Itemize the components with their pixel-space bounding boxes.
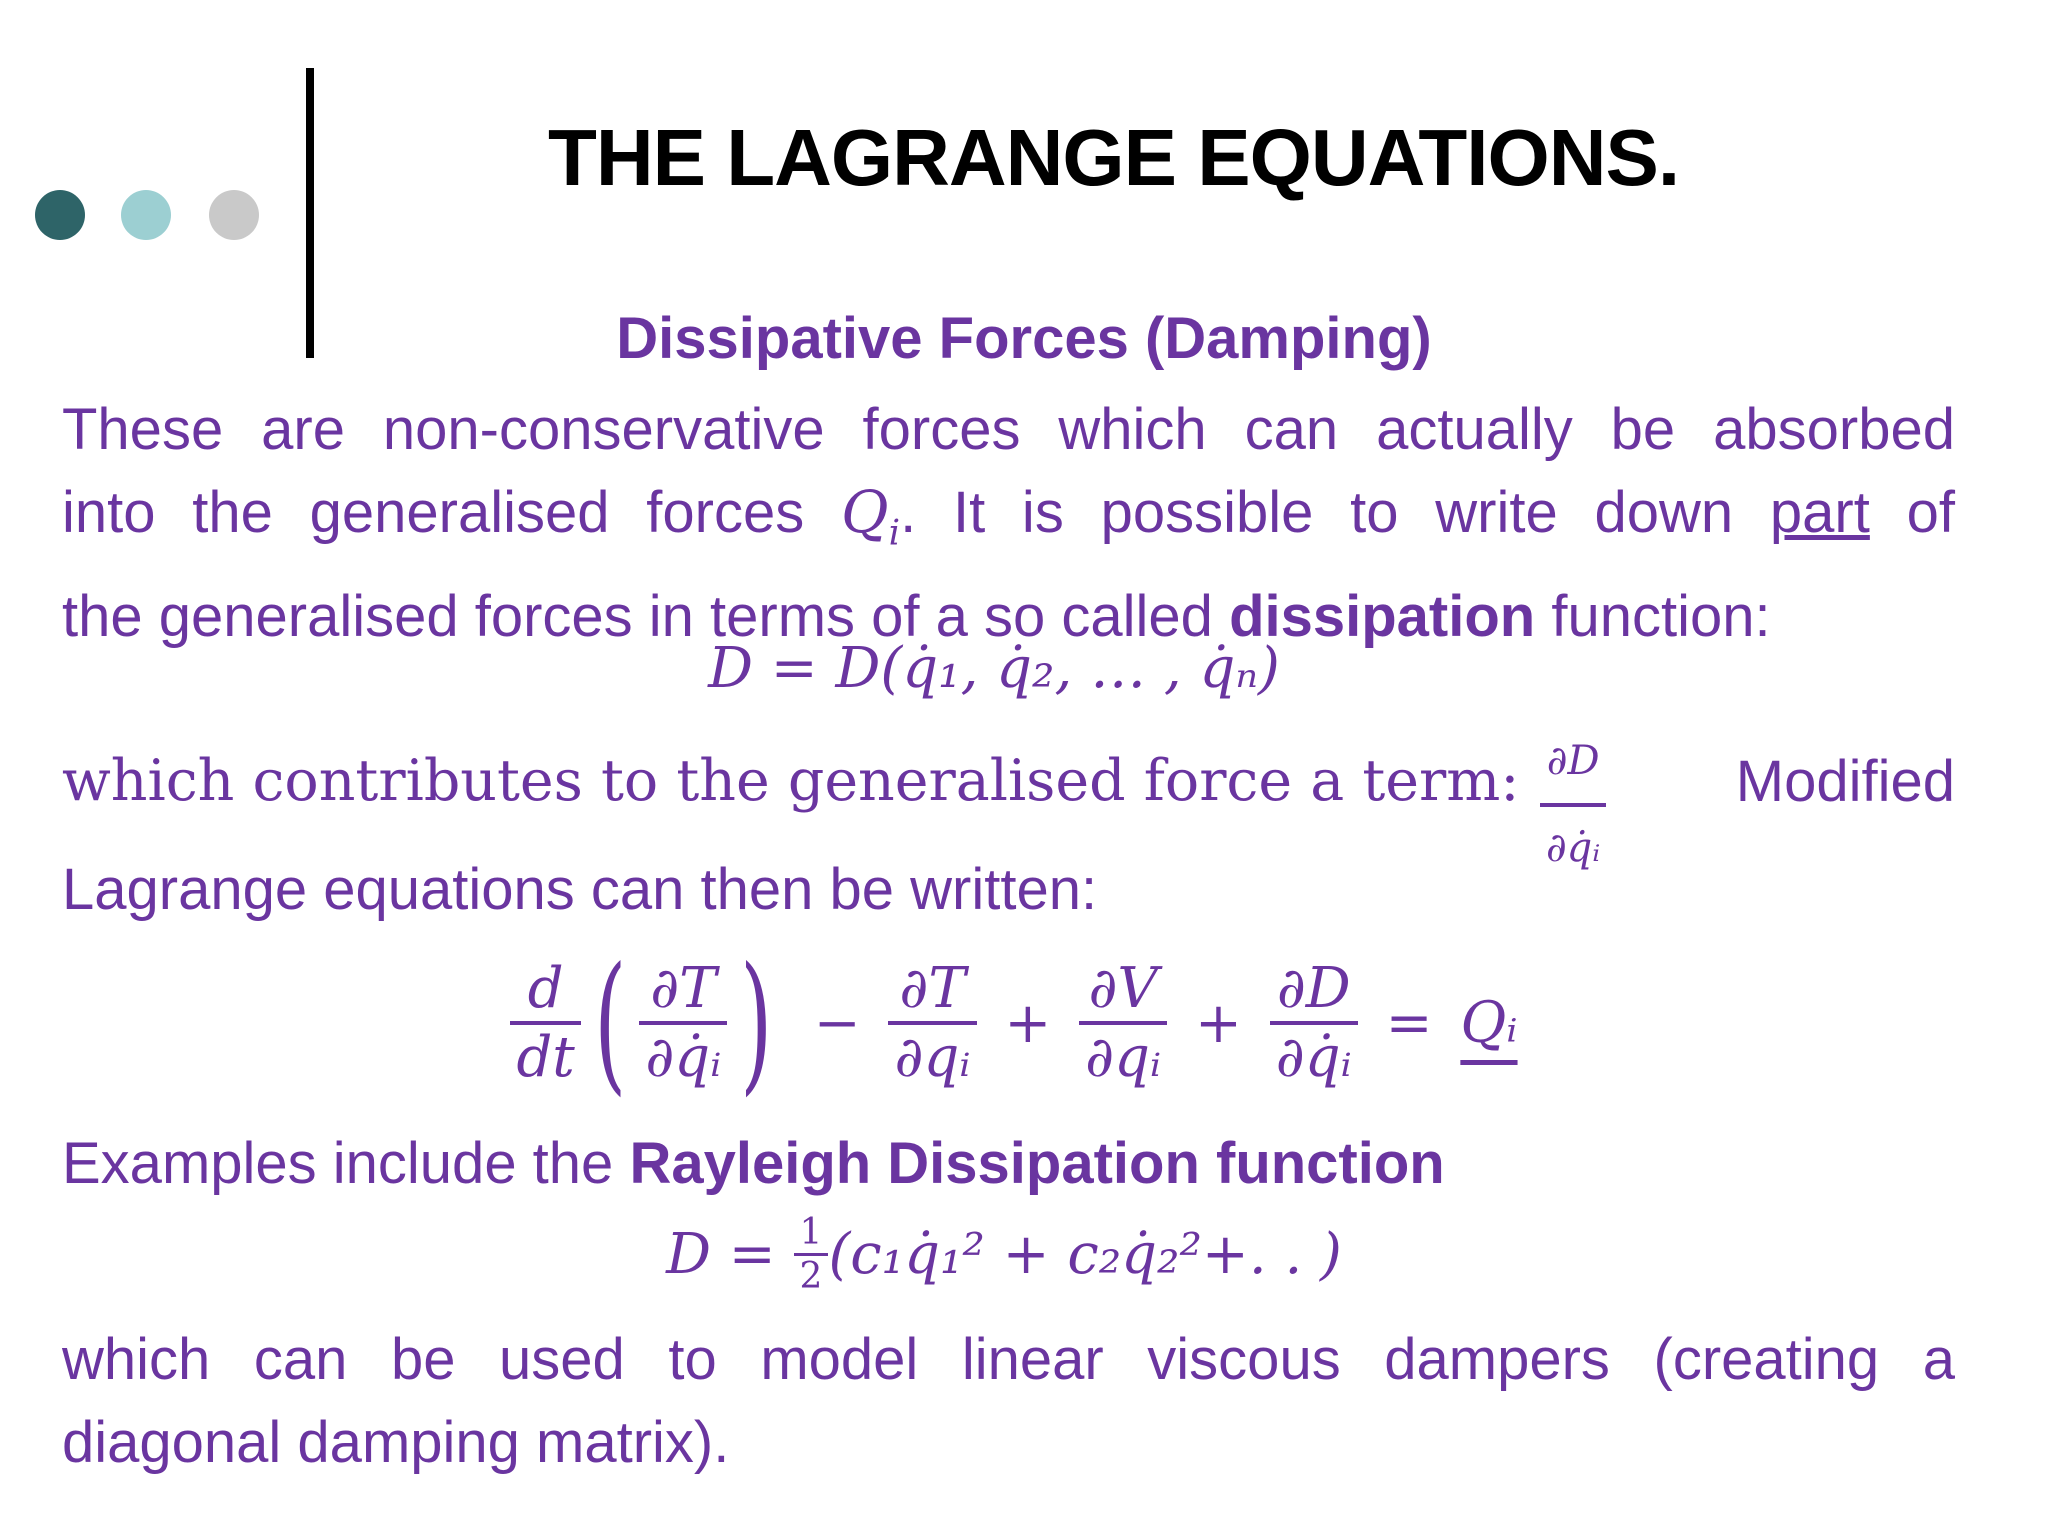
dissipation-bold: dissipation xyxy=(1229,583,1536,649)
paragraph-conclusion xyxy=(62,1318,1955,1484)
equation-1-text: D = D(q̇₁, q̇₂, … , q̇ₙ) xyxy=(708,636,1280,701)
rayleigh-bold: Rayleigh Dissipation function xyxy=(629,1131,1445,1196)
intro-line-2-text-c: of xyxy=(1906,480,1955,545)
decorative-dot-grey xyxy=(209,190,259,240)
conclusion-line-2: diagonal damping matrix). xyxy=(62,1410,730,1475)
equation-dissipation-function xyxy=(0,636,2018,701)
one-half-fraction: $\frac{1}{2}$ xyxy=(794,1212,829,1297)
rayleigh-body: (c₁q̇₁² + c₂q̇₂²+. . ) xyxy=(828,1222,1342,1287)
paragraph-contribution xyxy=(62,720,1955,871)
modified-text: Modified xyxy=(1735,749,1955,814)
rayleigh-lhs: D = xyxy=(666,1222,776,1287)
generalised-force-symbol: $Q_i$ xyxy=(841,478,901,554)
dD-dqdot-fraction: $\frac{\partial D}{\text{∂q̇ᵢ}}$ xyxy=(1270,956,1358,1090)
equation-modified-lagrange xyxy=(0,936,2038,1110)
paragraph-examples: Examples include the Rayleigh Dissipation function xyxy=(62,1131,1445,1196)
underlined-part: part xyxy=(1769,480,1870,545)
conclusion-line-1: which can be used to model linear viscous dampers (creating a xyxy=(62,1327,1955,1392)
plus-sign: + xyxy=(1004,990,1052,1056)
right-paren: ) xyxy=(740,936,773,1110)
decorative-dot-teal xyxy=(121,190,171,240)
partial-d-fraction: $\frac{\partial D}{\text{∂q̇ᵢ}}$ xyxy=(1540,720,1606,890)
equals-sign: = xyxy=(1385,990,1433,1056)
intro-line-2 xyxy=(62,471,1955,575)
slide-title: THE LAGRANGE EQUATIONS. xyxy=(548,113,1680,202)
generalised-force-rhs: Qᵢ xyxy=(1460,990,1518,1056)
contribution-text: which contributes to the generalised force a term: xyxy=(62,748,1520,814)
dT-dqdot-fraction: $\frac{\partial T}{\text{∂q̇ᵢ}}$ xyxy=(639,956,727,1090)
intro-line-2-text-b: . It is possible to write down xyxy=(900,480,1734,545)
section-heading xyxy=(0,305,2048,372)
decorative-dot-dark xyxy=(35,190,85,240)
intro-line-1: These are non-conservative forces which can actually be absorbed xyxy=(62,397,1955,462)
dV-dq-fraction: $\frac{\partial V}{\text{∂qᵢ}}$ xyxy=(1079,956,1167,1090)
left-paren: ( xyxy=(593,936,627,1110)
paragraph-intro xyxy=(62,388,1955,658)
dT-dq-fraction: $\frac{\partial T}{\text{∂qᵢ}}$ xyxy=(888,956,976,1090)
intro-line-3: the generalised forces in terms of a so called dissipation function: xyxy=(62,583,1771,649)
intro-line-2-text-a: into the generalised forces xyxy=(62,480,805,545)
d-dt-fraction: $\frac{d}{dt}$ xyxy=(510,956,580,1090)
minus-sign: − xyxy=(813,990,861,1056)
equation-rayleigh xyxy=(0,1212,2028,1297)
lagrange-line: Lagrange equations can then be written: xyxy=(62,857,1098,922)
plus-sign-2: + xyxy=(1195,990,1242,1056)
section-heading-text: Dissipative Forces (Damping) xyxy=(616,306,1432,371)
